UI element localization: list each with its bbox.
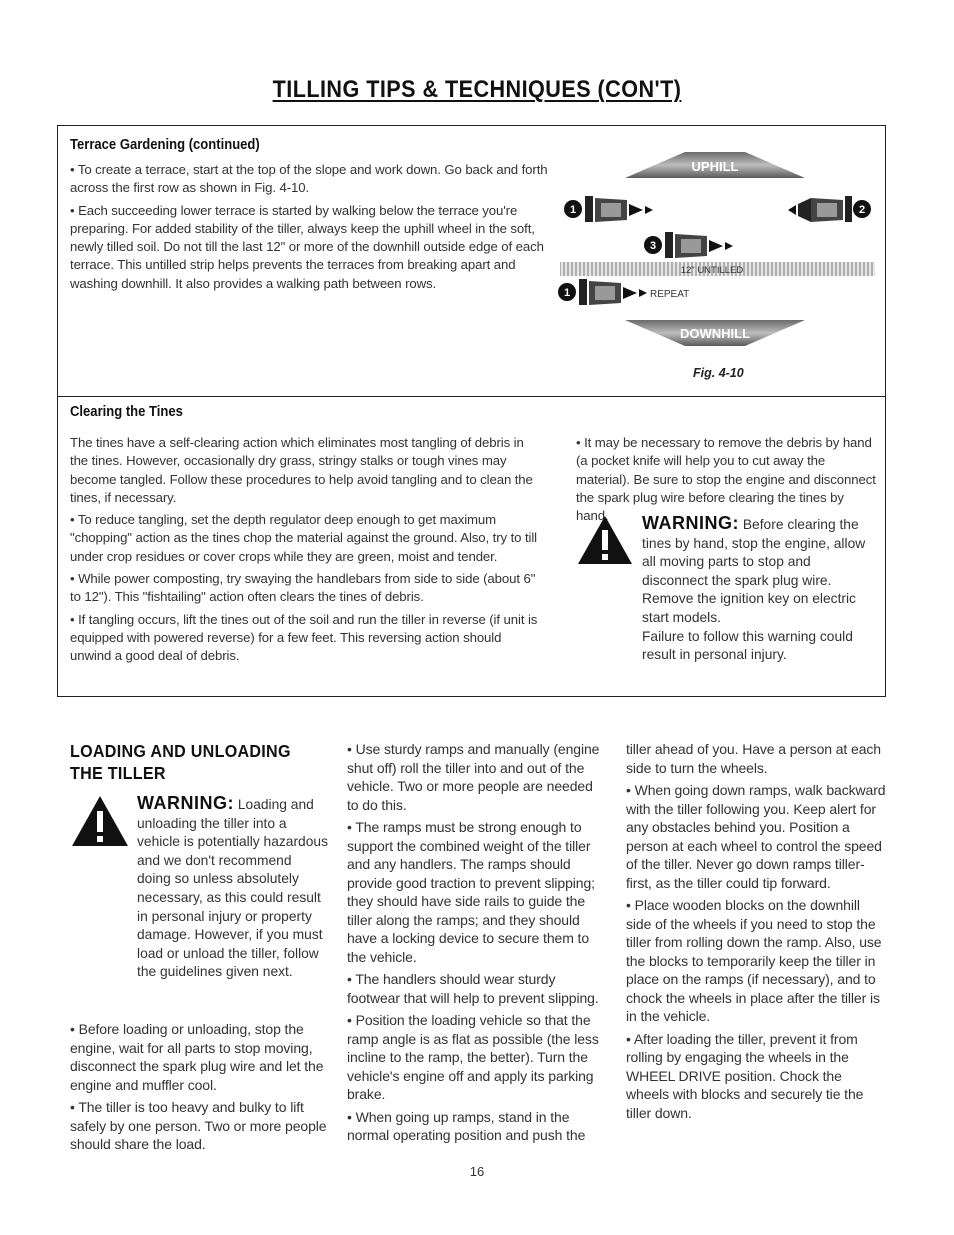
untilled-label: 12" UNTILLED <box>680 265 744 276</box>
loading-c3-para-1: tiller ahead of you. Have a person at each side to turn the wheels. <box>626 741 881 776</box>
loading-c2-para-1: • Use sturdy ramps and manually (engine shut off) roll the tiller into and out of the vehicle. Two or more people are needed to do this. <box>347 741 600 813</box>
loading-c2-para-5: • When going up ramps, stand in the normal operating position and push the <box>347 1108 586 1143</box>
loading-c2-para-3: • The handlers should wear sturdy footwear that will help to prevent slipping. <box>347 971 599 1006</box>
tiller-step-3 <box>644 232 733 258</box>
clearing-warning-text-2: Remove the ignition key on electric start models. <box>642 591 856 625</box>
loading-warning-label: WARNING: <box>137 793 234 813</box>
loading-c2-para-2: • The ramps must be strong enough to support the combined weight of the tiller and any handlers. The ramps should provide good traction to prevent slipping; they should have side rails to guide the tiller along the ramps; and they should have a locking device to secure them to the vehicle. <box>347 819 595 965</box>
downhill-banner <box>625 320 805 346</box>
loading-c3-para-3: • Place wooden blocks on the downhill side of the wheels if you need to stop the tiller from rolling down the ramp. Also, use the blocks to temporarily keep the tiller in place on the ramps (if necessary), and to chock the wheels in place after the tiller is in the vehicle. <box>626 897 882 1024</box>
loading-column-2 <box>347 740 607 1149</box>
clearing-para-2: • To reduce tangling, set the depth regulator deep enough to get maximum "chopping" action as the tines chop the material against the ground. Also, try to till under crop residues or cover crops while they are green, moist and tender. <box>70 512 538 564</box>
clearing-para-1: The tines have a self-clearing action which eliminates most tangling of debris in the tines. However, occasionally dry grass, stringy stalks or tough vines may become tangled. Follow these procedures to help avoid tangling and to clean the tines, if necessary. <box>70 435 533 505</box>
loading-heading-line-2: THE TILLER <box>70 763 166 783</box>
clearing-warning-text-3: Failure to follow this warning could result in personal injury. <box>642 628 853 663</box>
page-title: TILLING TIPS & TECHNIQUES (CON'T) <box>272 76 682 103</box>
section-divider <box>57 396 886 397</box>
downhill-label: DOWNHILL <box>679 326 751 341</box>
clearing-warning-label: WARNING: <box>642 513 739 533</box>
loading-c3-para-4: • After loading the tiller, prevent it from rolling by engaging the wheels in the WHEEL DRIVE position. Chock the wheels with blocks and securely tie the tiller down. <box>626 1030 864 1121</box>
terrace-para-2: • Each succeeding lower terrace is started by walking below the terrace you're preparing. For added stability of the tiller, always keep the uphill wheel in the soft, newly tilled soil. Do not till the last 12" or more of the downhill outside edge of each terrace. This untilled strip helps prevents the terraces from breaking apart and washing downhill. It also provides a walking path between rows. <box>70 202 544 291</box>
loading-c2-para-4: • Position the loading vehicle so that the ramp angle is as flat as possible (the less incline to the ramp, the better). Turn the vehicle's engine off and apply its parking brake. <box>347 1012 599 1102</box>
step-repeat-number: 1 <box>563 287 571 299</box>
clearing-left-column <box>70 434 540 670</box>
step-2-number: 2 <box>858 204 866 216</box>
loading-column-3 <box>626 740 888 1126</box>
loading-c1-para-2: • The tiller is too heavy and bulky to lift safely by one person. Two or more people should share the load. <box>70 1099 327 1152</box>
step-1-number: 1 <box>569 204 577 216</box>
clearing-warning-text-1: Before clearing the tines by hand, stop the engine, allow all moving parts to stop and disconnect the spark plug wire. <box>642 517 866 588</box>
clearing-para-3: • While power composting, try swaying the handlebars from side to side (about 6" to 12"). This "fishtailing" action often clears the tines of debris. <box>70 571 536 605</box>
tiller-step-2 <box>788 196 871 222</box>
clearing-warning <box>642 514 876 665</box>
uphill-banner <box>625 152 805 178</box>
page-number: 16 <box>469 1164 485 1179</box>
clearing-heading: Clearing the Tines <box>70 404 183 420</box>
clearing-para-4: • If tangling occurs, lift the tines out of the soil and run the tiller in reverse (if unit is equipped with powered reverse) for a few feet. This reversing action should unwind a good deal of debris. <box>70 611 538 664</box>
terrace-para-1: • To create a terrace, start at the top of the slope and work down. Go back and forth across the first row as shown in Fig. 4-10. <box>70 162 548 196</box>
loading-warning <box>137 794 329 982</box>
loading-c1-para-1: • Before loading or unloading, stop the engine, wait for all parts to stop moving, disconnect the spark plug wire and let the engine and muffler cool. <box>70 1021 324 1093</box>
figure-caption: Fig. 4-10 <box>693 366 744 380</box>
tiller-repeat <box>558 279 689 305</box>
clearing-para-5: • It may be necessary to remove the debris by hand (a pocket knife will help you to cut away the material). Be sure to stop the engine and disconnect the spark plug wire before clearing the tines by hand. <box>576 435 876 524</box>
step-3-number: 3 <box>649 240 657 252</box>
repeat-label: REPEAT <box>650 289 690 300</box>
uphill-label: UPHILL <box>691 159 739 174</box>
warning-triangle-icon <box>576 514 634 566</box>
warning-triangle-icon <box>70 794 130 848</box>
loading-heading-line-1: LOADING AND UNLOADING <box>70 741 291 761</box>
loading-warning-text: Loading and unloading the tiller into a vehicle is potentially hazardous and we don't recommend doing so unless absolutely necessary, as this could result in personal injury or property damage. However, if you must load or unload the tiller, follow the guidelines given next. <box>137 797 328 980</box>
loading-column-1 <box>70 1020 330 1158</box>
terrace-heading: Terrace Gardening (continued) <box>70 137 260 153</box>
tiller-step-1 <box>564 196 653 222</box>
terrace-text <box>70 161 548 297</box>
terrace-diagram <box>555 140 875 385</box>
loading-c3-para-2: • When going down ramps, walk backward with the tiller following you. Keep alert for any obstacles behind you. Position a person at each wheel to control the speed of the tiller. Never go down ramps tiller-first, as the tiller could tip forward. <box>626 782 886 891</box>
untilled-strip <box>560 262 875 276</box>
